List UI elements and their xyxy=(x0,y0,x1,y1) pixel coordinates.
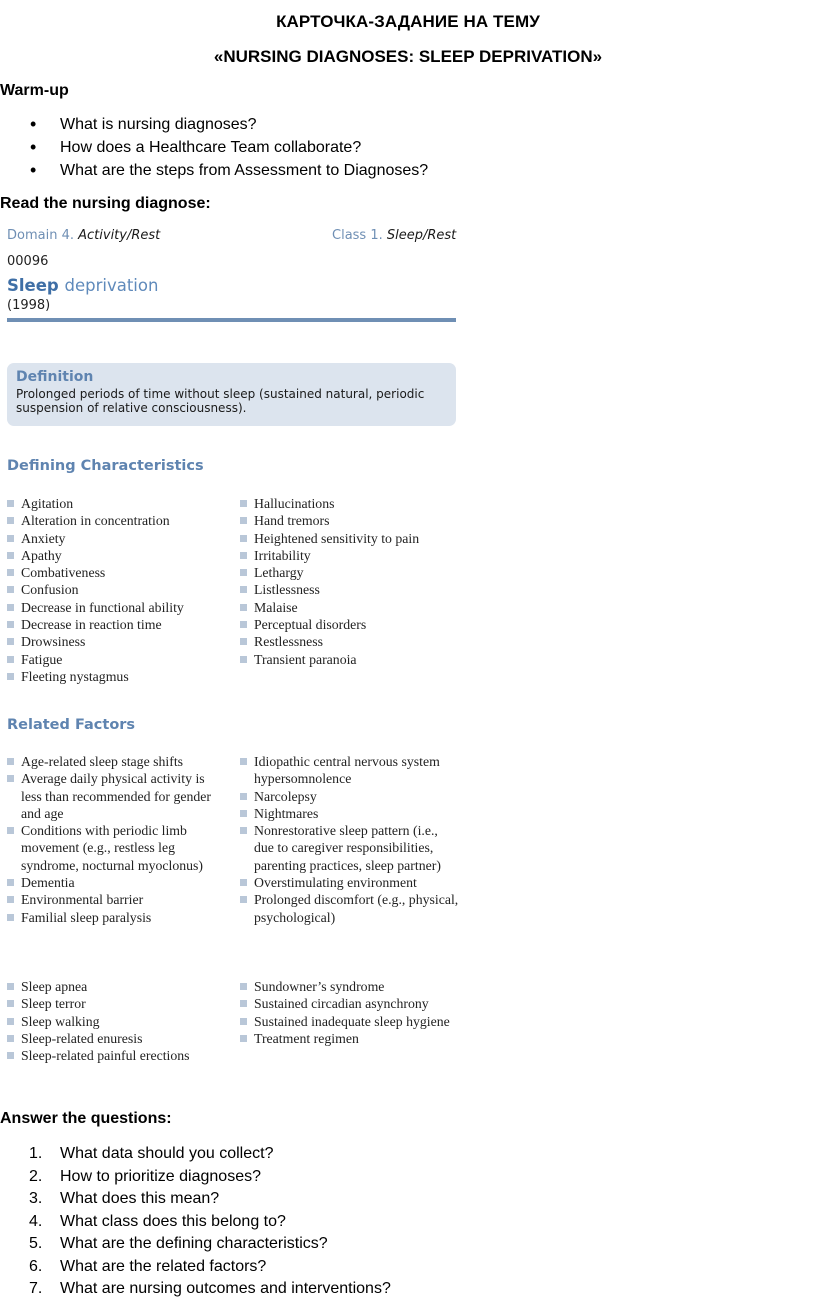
question-item: 2. How to prioritize diagnoses? xyxy=(29,1167,261,1185)
nursing-diagnosis-card xyxy=(0,224,470,1094)
diagnosis-title xyxy=(7,276,158,295)
domain-label: Domain 4. xyxy=(7,228,74,243)
question-item: 6. What are the related factors? xyxy=(29,1257,267,1275)
list-item: Sleep-related painful erections xyxy=(7,1047,227,1064)
list-item: Sustained circadian asynchrony xyxy=(240,995,460,1012)
class-line xyxy=(332,228,456,243)
list-item: Transient paranoia xyxy=(240,651,460,668)
list-item: Perceptual disorders xyxy=(240,616,460,633)
list-item: Hand tremors xyxy=(240,512,460,529)
list-item: Sleep apnea xyxy=(7,978,227,995)
related-list-right-2 xyxy=(240,978,460,1047)
list-item: Nightmares xyxy=(240,805,460,822)
question-item: 5. What are the defining characteristics? xyxy=(29,1235,328,1252)
defining-list-left xyxy=(7,495,227,685)
divider-bar xyxy=(7,318,456,322)
list-item: • What is nursing diagnoses? xyxy=(0,113,428,136)
list-item: Malaise xyxy=(240,599,460,616)
diagnosis-code: 00096 xyxy=(7,254,49,269)
list-item: Average daily physical activity is less than recommended for gender and age xyxy=(7,770,227,822)
warmup-heading: Warm-up xyxy=(0,82,69,99)
list-item: Familial sleep paralysis xyxy=(7,909,227,926)
list-item: Dementia xyxy=(7,874,227,891)
question-item: 3. What does this mean? xyxy=(29,1190,220,1207)
definition-box xyxy=(7,363,456,426)
list-item: Apathy xyxy=(7,547,227,564)
list-item: Nonrestorative sleep pattern (i.e., due to caregiver responsibilities, parenting practices, sleep partner) xyxy=(240,822,460,874)
page-title-line1: КАРТОЧКА-ЗАДАНИЕ НА ТЕМУ xyxy=(276,12,540,31)
class-value: Sleep/Rest xyxy=(386,228,457,243)
list-item: Age-related sleep stage shifts xyxy=(7,753,227,770)
list-item: Prolonged discomfort (e.g., physical, psychological) xyxy=(240,891,460,926)
list-item: Decrease in functional ability xyxy=(7,599,227,616)
related-factors-title: Related Factors xyxy=(7,717,136,733)
list-item: • What are the steps from Assessment to Diagnoses? xyxy=(0,159,428,182)
list-item: Drowsiness xyxy=(7,633,227,650)
question-item: 7. What are nursing outcomes and interventions? xyxy=(29,1280,391,1297)
domain-value: Activity/Rest xyxy=(78,228,161,243)
list-item: Fatigue xyxy=(7,651,227,668)
list-item: Sleep terror xyxy=(7,995,227,1012)
question-text: What are the related factors? xyxy=(60,1257,267,1275)
list-item: Sleep walking xyxy=(7,1013,227,1030)
list-item: Combativeness xyxy=(7,564,227,581)
list-item: Sundowner’s syndrome xyxy=(240,978,460,995)
question-text: What data should you collect? xyxy=(60,1145,274,1162)
question-text: What are nursing outcomes and interventions? xyxy=(60,1280,391,1297)
list-item: • How does a Healthcare Team collaborate? xyxy=(0,136,428,159)
list-item: Lethargy xyxy=(240,564,460,581)
list-item: Environmental barrier xyxy=(7,891,227,908)
diagnosis-word1: Sleep xyxy=(7,276,59,295)
question-text: How to prioritize diagnoses? xyxy=(60,1167,261,1185)
class-label: Class 1. xyxy=(332,228,383,243)
diagnosis-word2: deprivation xyxy=(64,276,159,295)
question-text: What are the defining characteristics? xyxy=(60,1235,328,1252)
diagnosis-year: (1998) xyxy=(7,298,51,313)
question-text: What does this mean? xyxy=(60,1190,220,1207)
question-item: 1. What data should you collect? xyxy=(29,1145,274,1162)
list-item: Restlessness xyxy=(240,633,460,650)
list-item: Heightened sensitivity to pain xyxy=(240,530,460,547)
definition-text: Prolonged periods of time without sleep (sustained natural, periodic suspension of relative consciousness). xyxy=(16,387,425,415)
list-item: Treatment regimen xyxy=(240,1030,460,1047)
list-item: Anxiety xyxy=(7,530,227,547)
list-item: Fleeting nystagmus xyxy=(7,668,227,685)
list-item: Decrease in reaction time xyxy=(7,616,227,633)
related-list-left-2 xyxy=(7,978,227,1064)
list-item: Conditions with periodic limb movement (e.g., restless leg syndrome, nocturnal myoclonus) xyxy=(7,822,227,874)
list-item: Agitation xyxy=(7,495,227,512)
related-list-left-1 xyxy=(7,753,227,926)
read-heading: Read the nursing diagnose: xyxy=(0,195,211,212)
defining-characteristics-title: Defining Characteristics xyxy=(7,458,204,474)
defining-list-right xyxy=(240,495,460,668)
list-item: Narcolepsy xyxy=(240,788,460,805)
list-item: Confusion xyxy=(7,581,227,598)
list-item: Sustained inadequate sleep hygiene xyxy=(240,1013,460,1030)
page-title-line2: «NURSING DIAGNOSES: SLEEP DEPRIVATION» xyxy=(213,47,603,66)
answer-heading: Answer the questions: xyxy=(0,1110,172,1127)
related-list-right-1 xyxy=(240,753,460,926)
list-item: Listlessness xyxy=(240,581,460,598)
list-item: Alteration in concentration xyxy=(7,512,227,529)
definition-title: Definition xyxy=(16,369,94,385)
list-item: Overstimulating environment xyxy=(240,874,460,891)
domain-line xyxy=(7,228,160,243)
question-text: What class does this belong to? xyxy=(60,1212,286,1230)
answer-list xyxy=(0,1143,391,1301)
list-item: Irritability xyxy=(240,547,460,564)
list-item: Sleep-related enuresis xyxy=(7,1030,227,1047)
list-item: Idiopathic central nervous system hypersomnolence xyxy=(240,753,460,788)
list-item: Hallucinations xyxy=(240,495,460,512)
warmup-list xyxy=(0,113,428,182)
question-item: 4. What class does this belong to? xyxy=(29,1212,286,1230)
